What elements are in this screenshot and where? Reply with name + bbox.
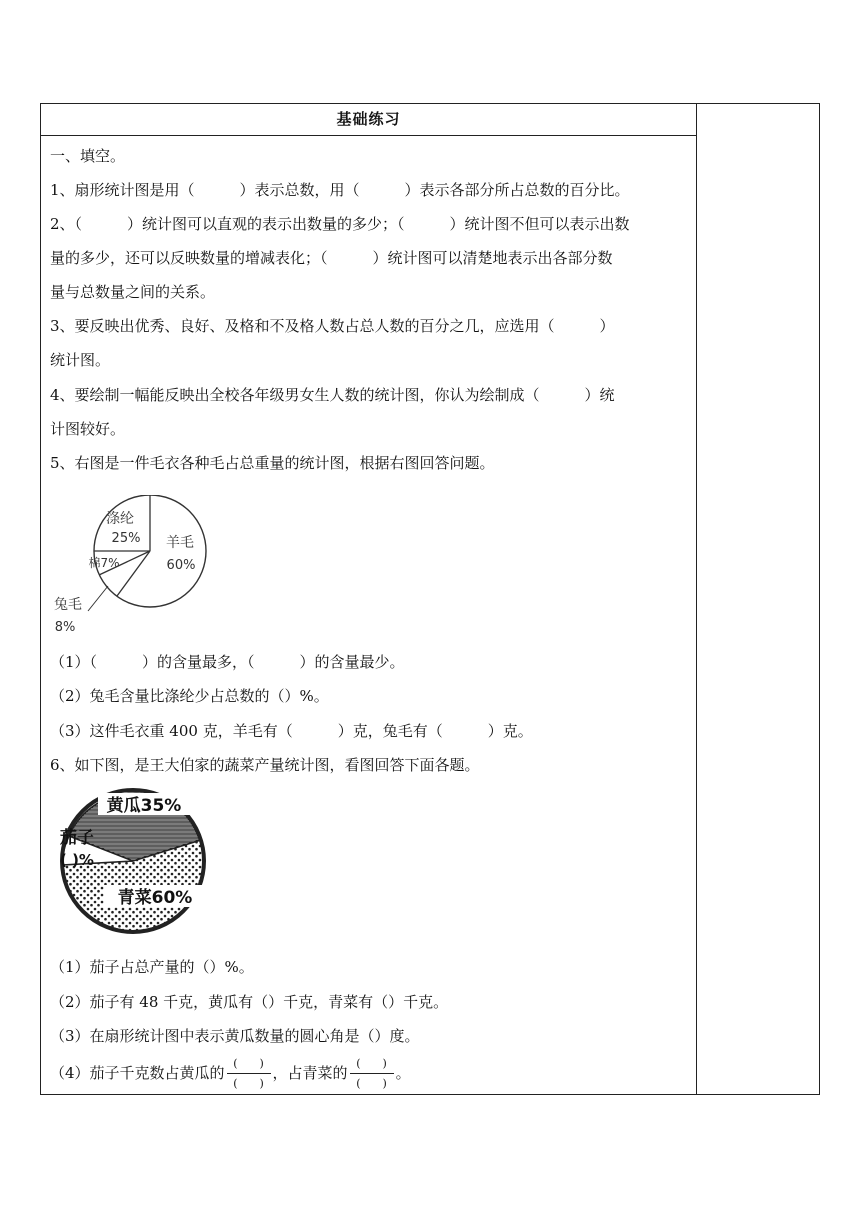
rabbit-leader-line xyxy=(88,586,108,611)
label-polyester-pct: 25% xyxy=(111,531,141,546)
part-heading: 一、填空。 xyxy=(50,147,126,165)
fraction-numerator: ( ) xyxy=(356,1057,387,1070)
label-cucumber: 黄瓜35% xyxy=(106,796,182,816)
question-4-line-1: 4、要绘制一幅能反映出全校各年级男女生人数的统计图，你认为绘制成（ ）统 xyxy=(50,386,615,404)
q6-sub4-text-a: （4）茄子千克数占黄瓜的 xyxy=(50,1064,225,1082)
fraction-bar xyxy=(350,1073,394,1074)
question-5-sub-3: （3）这件毛衣重 400 克，羊毛有（ ）克，兔毛有（ ）克。 xyxy=(50,722,533,740)
label-rabbit-pct: 8% xyxy=(54,620,76,635)
fraction-blank-cucumber xyxy=(225,1056,273,1092)
label-eggplant: 茄子 xyxy=(60,828,94,848)
q6-sub4-text-b: ，占青菜的 xyxy=(272,1064,348,1082)
label-greens: 青菜60% xyxy=(117,888,193,908)
question-3-line-1: 3、要反映出优秀、良好、及格和不及格人数占总人数的百分之几，应选用（ ） xyxy=(50,317,615,335)
fraction-denominator: ( ) xyxy=(356,1077,387,1090)
fraction-denominator: ( ) xyxy=(233,1077,264,1090)
question-5: 5、右图是一件毛衣各种毛占总重量的统计图，根据右图回答问题。 xyxy=(50,454,495,472)
label-wool-pct: 60% xyxy=(166,558,196,573)
fraction-blank-greens xyxy=(348,1056,396,1092)
label-cotton: 棉7% xyxy=(88,556,120,570)
label-rabbit: 兔毛 xyxy=(54,597,82,613)
section-title: 基础练习 xyxy=(41,104,696,136)
question-5-sub-2: （2）兔毛含量比涤纶少占总数的（）%。 xyxy=(50,687,329,705)
question-5-sub-1: （1）（ ）的含量最多，（ ）的含量最少。 xyxy=(50,653,405,671)
label-polyester: 涤纶 xyxy=(106,511,134,527)
label-wool: 羊毛 xyxy=(166,535,194,551)
column-divider xyxy=(696,104,697,1094)
question-1: 1、扇形统计图是用（ ）表示总数，用（ ）表示各部分所占总数的百分比。 xyxy=(50,181,630,199)
question-2-line-2: 量的多少，还可以反映数量的增减表化；（ ）统计图可以清楚地表示出各部分数 xyxy=(50,249,613,267)
question-6-sub-4 xyxy=(50,1055,411,1092)
question-4-line-2: 计图较好。 xyxy=(50,420,126,438)
worksheet-table xyxy=(40,103,820,1095)
sweater-pie-chart xyxy=(50,495,240,645)
question-6-sub-3: （3）在扇形统计图中表示黄瓜数量的圆心角是（）度。 xyxy=(50,1027,420,1045)
label-eggplant-pct: ( )% xyxy=(60,851,94,869)
question-6-sub-2: （2）茄子有 48 千克，黄瓜有（）千克，青菜有（）千克。 xyxy=(50,993,449,1011)
vegetable-pie-chart xyxy=(58,781,248,953)
fraction-bar xyxy=(227,1073,271,1074)
question-2-line-1: 2、（ ）统计图可以直观的表示出数量的多少；（ ）统计图不但可以表示出数 xyxy=(50,215,630,233)
q6-sub4-text-c: 。 xyxy=(395,1064,411,1082)
question-2-line-3: 量与总数量之间的关系。 xyxy=(50,283,216,301)
question-3-line-2: 统计图。 xyxy=(50,351,111,369)
question-6: 6、如下图，是王大伯家的蔬菜产量统计图，看图回答下面各题。 xyxy=(50,756,480,774)
fraction-numerator: ( ) xyxy=(233,1057,264,1070)
question-6-sub-1: （1）茄子占总产量的（）%。 xyxy=(50,958,254,976)
